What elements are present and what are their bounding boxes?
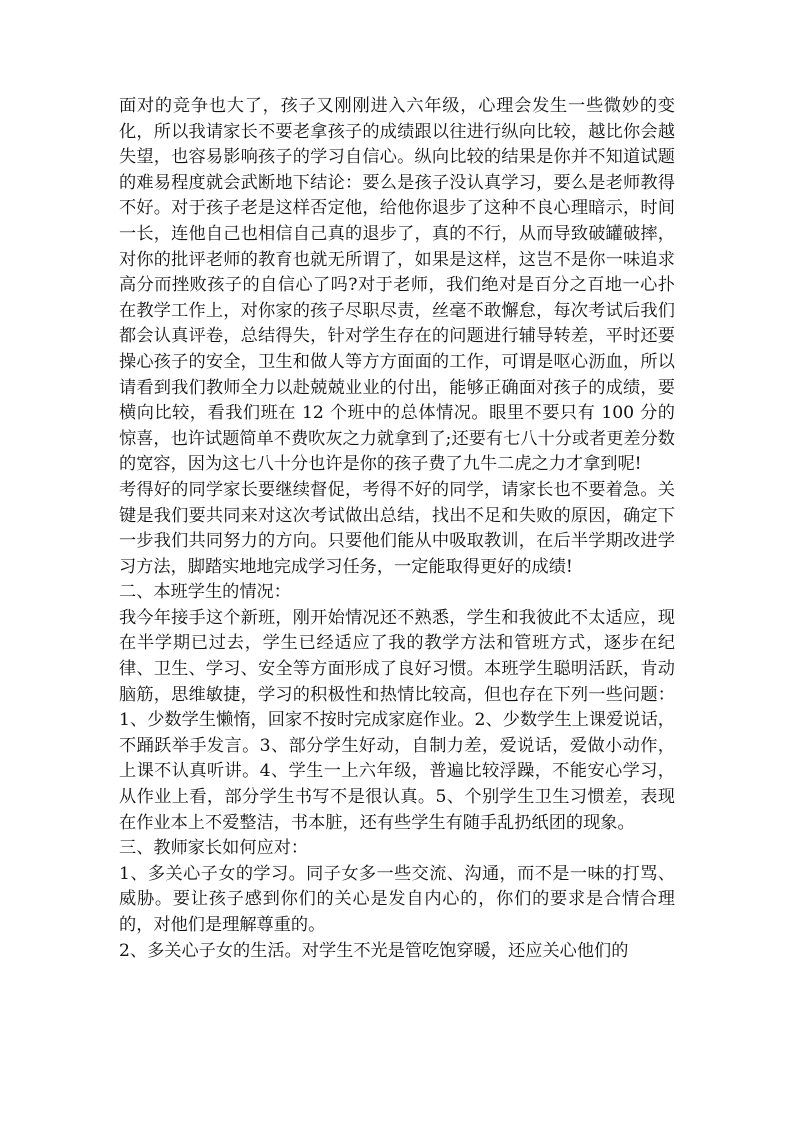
document-page: [119, 94, 675, 964]
paragraph-competition: 面对的竞争也大了，孩子又刚刚进入六年级，心理会发生一些微妙的变化，所以我请家长不要老拿孩子的成绩跟以往进行纵向比较，越比你会越失望，也容易影响孩子的学习自信心。纵向比较的结果是你并不知道试题的难易程度就会武断地下结论：要么是孩子没认真学习，要么是老师教得不好。对于孩子老是这样否定他，给他你退步了这种不良心理暗示，时间一长，连他自己也相信自己真的退步了，真的不行，从而导致破罐破摔，对你的批评老师的教育也就无所谓了，如果是这样，这岂不是你一味追求高分而挫败孩子的自信心了吗?对于老师，我们绝对是百分之百地一心扑在教学工作上，对你家的孩子尽职尽责，丝毫不敢懈怠，每次考试后我们都会认真评卷，总结得失，针对学生存在的问题进行辅导转差，平时还要操心孩子的安全，卫生和做人等方方面面的工作，可谓是呕心沥血，所以请看到我们教师全力以赴兢兢业业的付出，能够正确面对孩子的成绩，要横向比较，看我们班在 12 个班中的总体情况。眼里不要只有 100 分的惊喜，也许试题简单不费吹灰之力就拿到了;还要有七八十分或者更差分数的宽容，因为这七八十分也许是你的孩子费了九牛二虎之力才拿到呢!: [119, 96, 675, 475]
heading-how-to-respond: 三、教师家长如何应对：: [119, 838, 309, 859]
paragraph-exam-summary: 考得好的同学家长要继续督促，考得不好的同学，请家长也不要着急。关键是我们要共同来对这次考试做出总结，找出不足和失败的原因，确定下一步我们共同努力的方向。只要他们能从中吸取教训，在后半学期改进学习方法，脚踏实地地完成学习任务，一定能取得更好的成绩!: [119, 479, 675, 577]
paragraph-care-study: 1、多关心子女的学习。同子女多一些交流、沟通，而不是一味的打骂、威胁。要让孩子感到你们的关心是发自内心的，你们的要求是合情合理的，对他们是理解尊重的。: [119, 863, 675, 935]
paragraph-care-life: 2、多关心子女的生活。对学生不光是管吃饱穿暖，还应关心他们的: [119, 940, 629, 961]
paragraph-class-situation: 我今年接手这个新班，刚开始情况还不熟悉，学生和我彼此不太适应，现在半学期已过去，学生已经适应了我的教学方法和管班方式，逐步在纪律、卫生、学习、安全等方面形成了良好习惯。本班学生聪明活跃，肯动脑筋，思维敏捷，学习的积极性和热情比较高，但也存在下列一些问题：1、少数学生懒惰，回家不按时完成家庭作业。2、少数学生上课爱说话，不踊跃举手发言。3、部分学生好动，自制力差，爱说话，爱做小动作，上课不认真听讲。4、学生一上六年级，普遍比较浮躁，不能安心学习，从作业上看，部分学生书写不是很认真。5、个别学生卫生习惯差，表现在作业本上不爱整洁，书本脏，还有些学生有随手乱扔纸团的现象。: [119, 607, 675, 833]
heading-class-situation: 二、本班学生的情况：: [119, 582, 291, 603]
